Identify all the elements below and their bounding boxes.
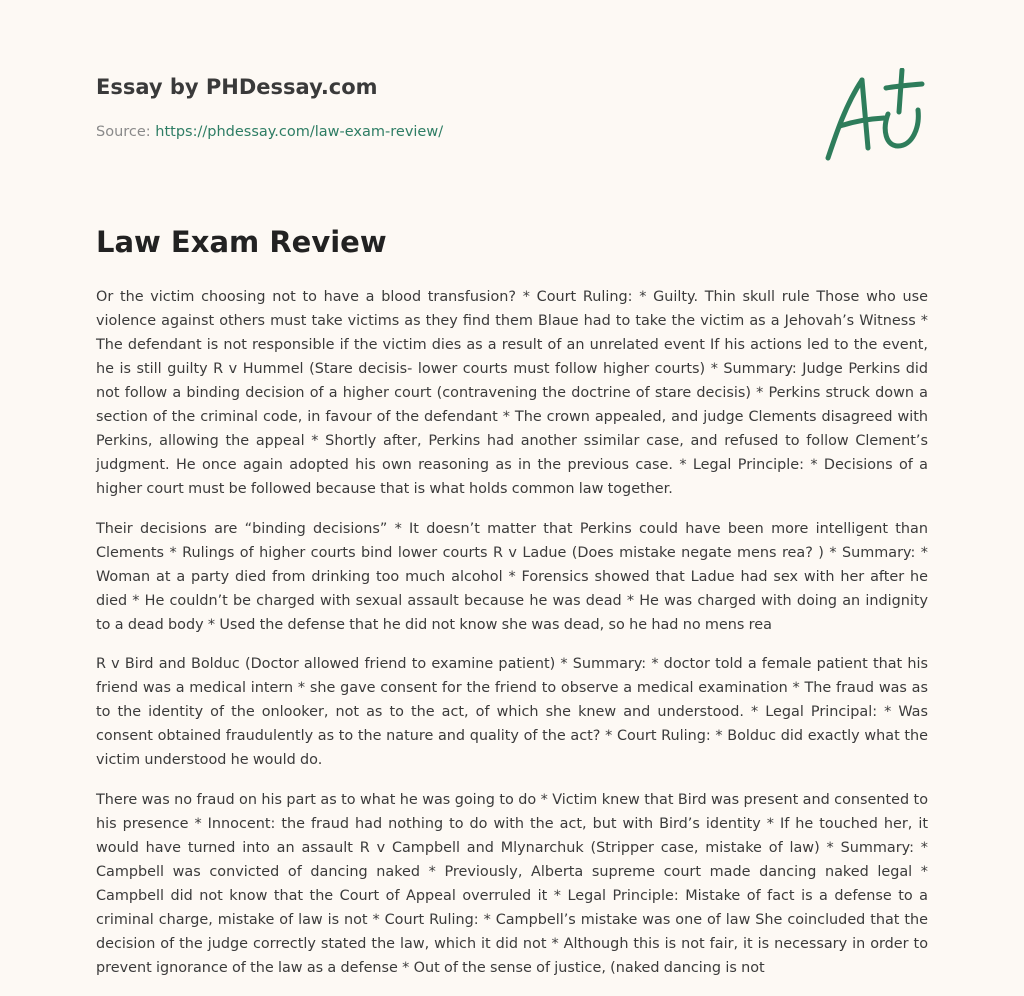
source-line xyxy=(96,124,443,140)
essay-paragraph: There was no fraud on his part as to what he was going to do * Victim knew that Bird was present and consented to his presence * Innocent: the fraud had nothing to do with the act, but with Bird’s identity * If he touched her, it would have turned into an assault R v Campbell and Mlynarchuk (Stripper case, mistake of law) * Summary: * Campbell was convicted of dancing naked * Previously, Alberta supreme court made dancing naked legal * Campbell did not know that the Court of Appeal overruled it * Legal Principle: Mistake of fact is a defense to a criminal charge, mistake of law is not * Court Ruling: * Campbell’s mistake was one of law She coincluded that the decision of the judge correctly stated the law, which it did not * Although this is not fair, it is necessary in order to prevent ignorance of the law as a defense * Out of the sense of justice, (naked dancing is not xyxy=(96,791,928,976)
document-title: Law Exam Review xyxy=(96,225,387,259)
logo-plus-horizontal xyxy=(886,84,922,88)
a-plus-grade-icon xyxy=(822,68,926,164)
source-link[interactable]: https://phdessay.com/law-exam-review/ xyxy=(155,124,444,140)
logo-letter-a-crossbar xyxy=(840,118,884,126)
essay-paragraph: Their decisions are “binding decisions” * It doesn’t matter that Perkins could have been more intelligent than Clements * Rulings of higher courts bind lower courts R v Ladue (Does mistake negate mens rea? ) * Summary: * Woman at a party died from drinking too much alcohol * Forensics showed that Ladue had sex with her after he died * He couldn’t be charged with sexual assault because he was dead * He was charged with doing an indignity to a dead body * Used the defense that he did not know she was dead, so he had no mens rea xyxy=(96,520,928,633)
site-name: Essay by PHDessay.com xyxy=(96,75,378,99)
logo-plus-vertical xyxy=(899,70,902,112)
essay-body xyxy=(96,285,928,995)
logo-swoosh xyxy=(885,110,918,146)
essay-paragraph: Or the victim choosing not to have a blood transfusion? * Court Ruling: * Guilty. Thin skull rule Those who use violence against others must take victims as they find them Blaue had to take the victim as a Jehovah’s Witness * The defendant is not responsible if the victim dies as a result of an unrelated event If his actions led to the event, he is still guilty R v Hummel (Stare decisis- lower courts must follow higher courts) * Summary: Judge Perkins did not follow a binding decision of a higher court (contravening the doctrine of stare decisis) * Perkins struck down a section of the criminal code, in favour of the defendant * The crown appealed, and judge Clements disagreed with Perkins, allowing the appeal * Shortly after, Perkins had another ssimilar case, and refused to follow Clement’s judgment. He once again adopted his own reasoning as in the previous case. * Legal Principle: * Decisions of a higher court must be followed because that is what holds common law together. xyxy=(96,289,928,497)
source-label: Source: xyxy=(96,124,151,140)
essay-paragraph: R v Bird and Bolduc (Doctor allowed friend to examine patient) * Summary: * doctor told a female patient that his friend was a medical intern * she gave consent for the friend to observe a medical examination * The fraud was as to the identity of the onlooker, not as to the act, of which she knew and understood. * Legal Principal: * Was consent obtained fraudulently as to the nature and quality of the act? * Court Ruling: * Bolduc did exactly what the victim understood he would do. xyxy=(96,656,928,768)
logo-letter-a-right-stroke xyxy=(862,80,868,148)
